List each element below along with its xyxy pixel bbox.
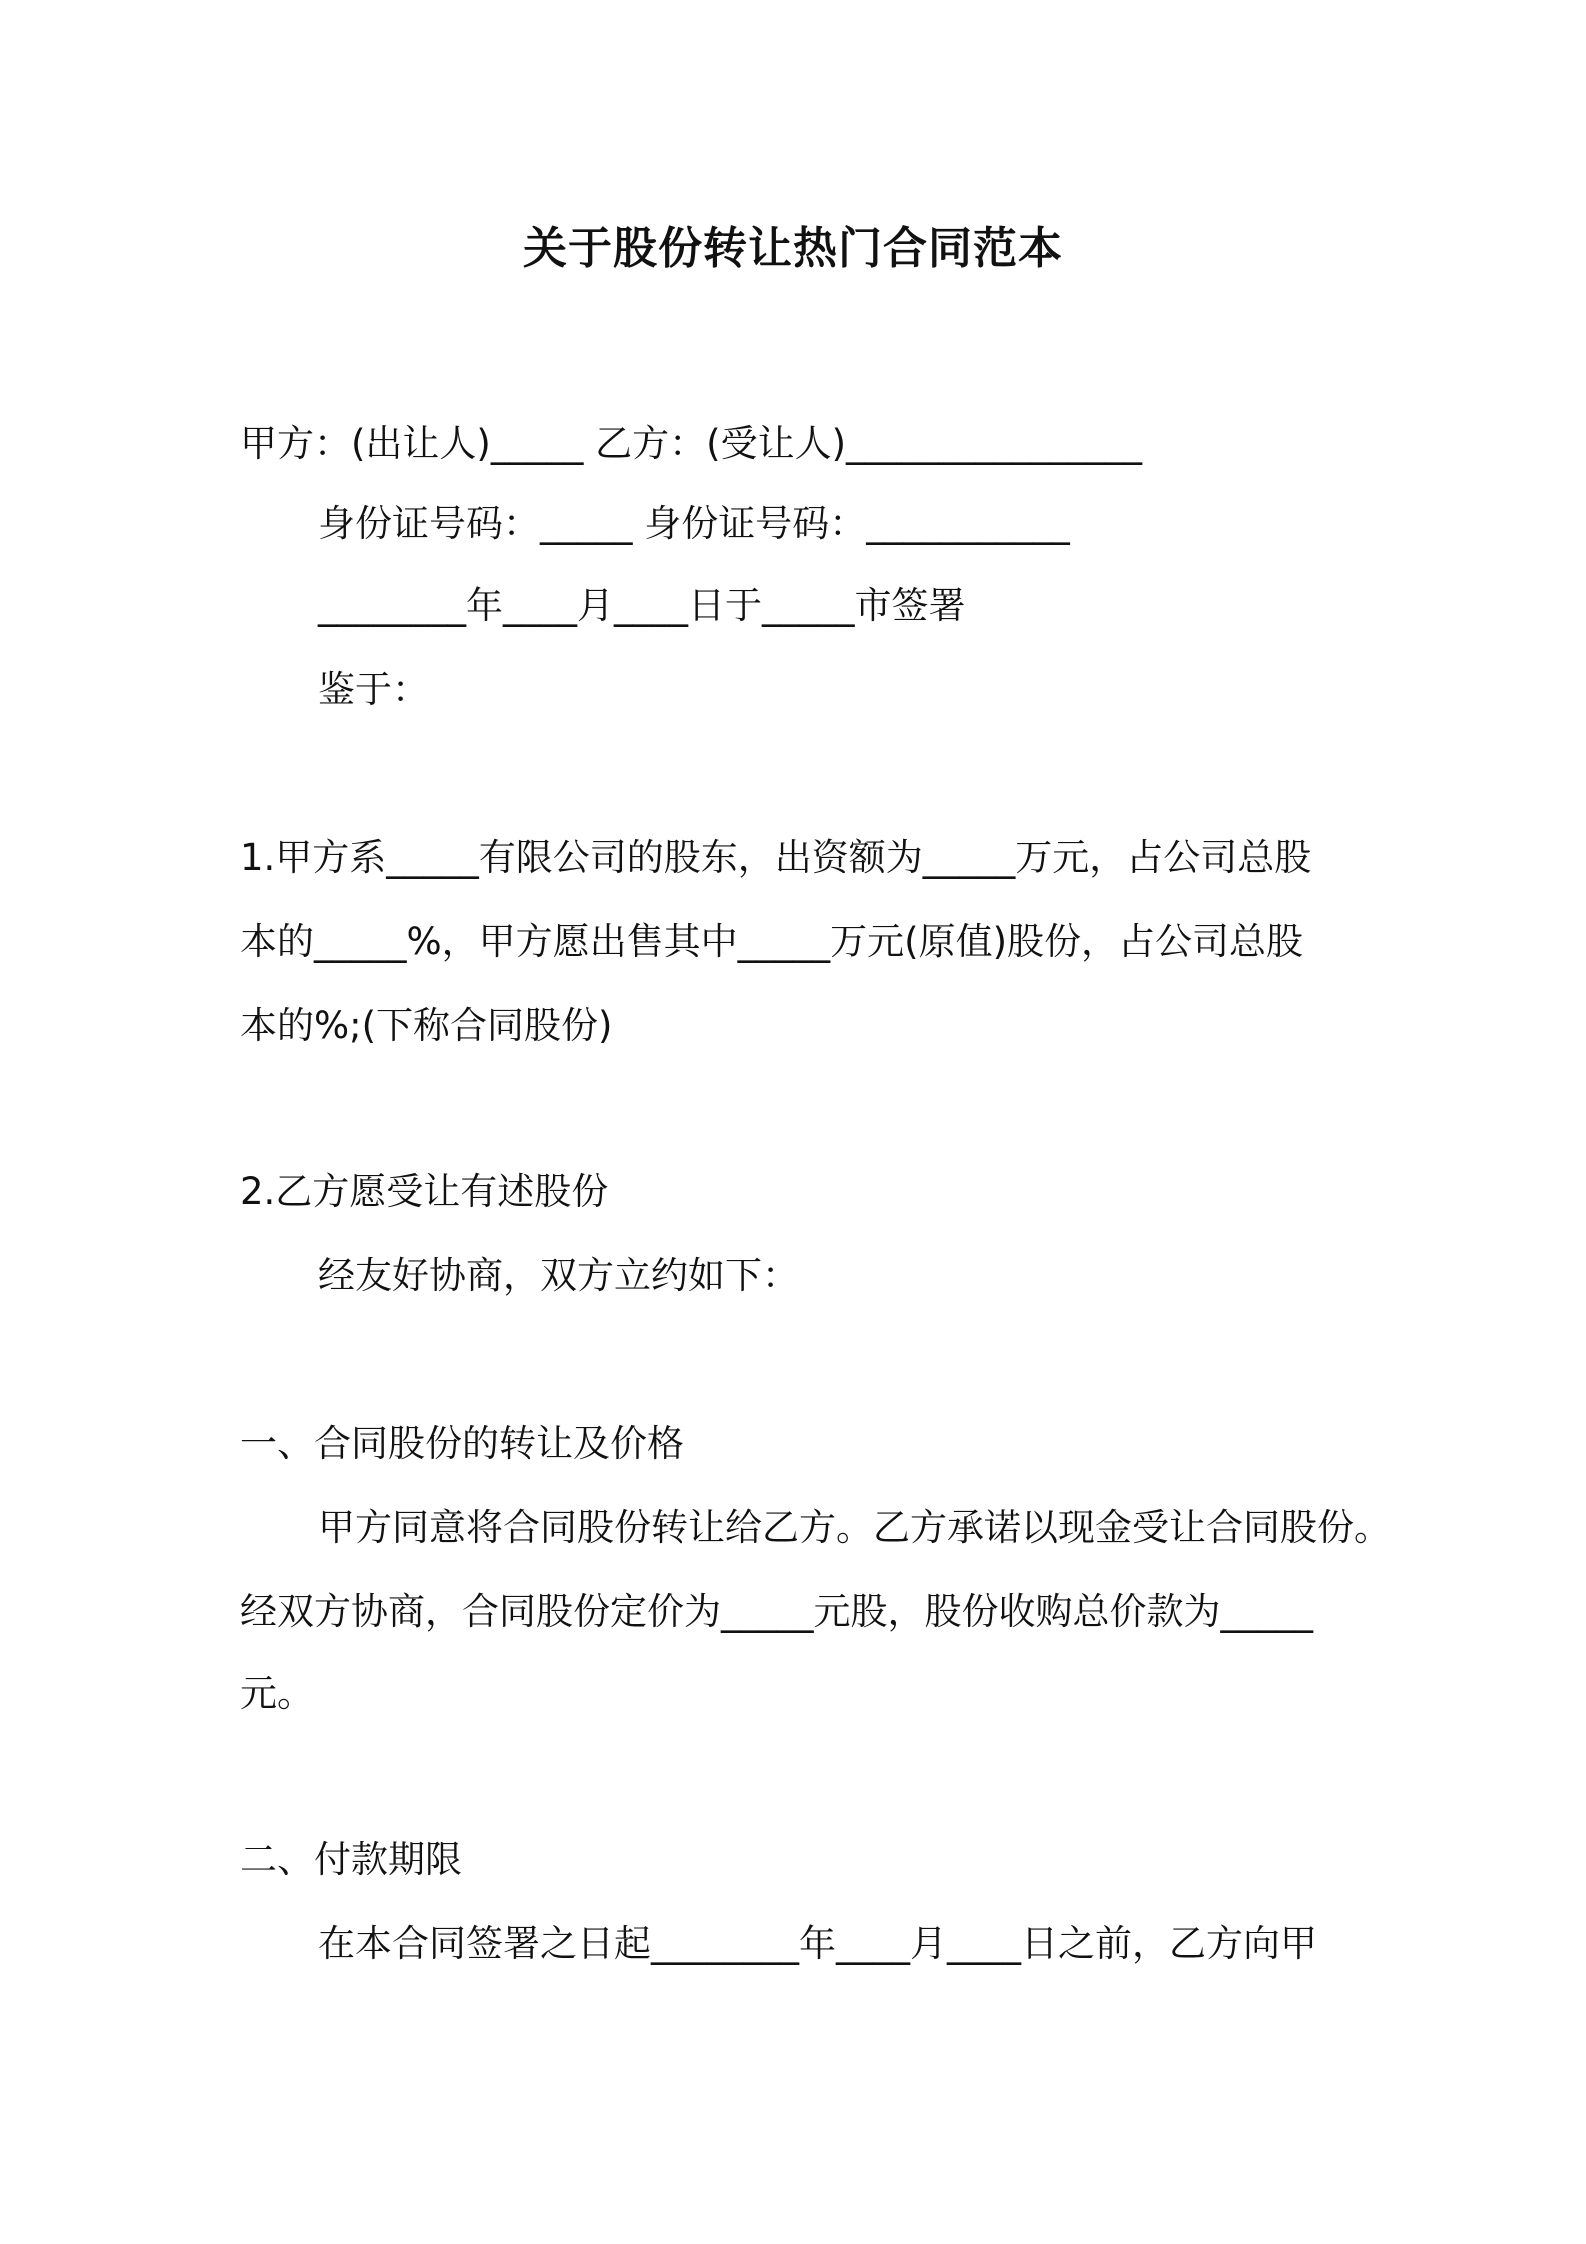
agreement-intro-line: 经友好协商，双方立约如下： bbox=[318, 1254, 799, 1297]
section-2-heading: 二、付款期限 bbox=[240, 1838, 462, 1881]
id-number-line: 身份证号码：_____ 身份证号码：___________ bbox=[318, 502, 1070, 545]
section-1-line-1: 甲方同意将合同股份转让给乙方。乙方承诺以现金受让合同股份。 bbox=[318, 1506, 1391, 1549]
section-1-heading: 一、合同股份的转让及价格 bbox=[240, 1422, 684, 1465]
section-1-line-2: 经双方协商，合同股份定价为_____元股，股份收购总价款为_____ bbox=[240, 1590, 1313, 1633]
clause-1-line-3: 本的%;(下称合同股份) bbox=[240, 1004, 613, 1047]
document-title: 关于股份转让热门合同范本 bbox=[523, 223, 1063, 274]
clause-2-line: 2.乙方愿受让有述股份 bbox=[240, 1170, 609, 1213]
clause-1-line-2: 本的_____%，甲方愿出售其中_____万元(原值)股份，占公司总股 bbox=[240, 920, 1304, 963]
section-1-line-3: 元。 bbox=[240, 1672, 314, 1715]
section-2-line-1: 在本合同签署之日起________年____月____日之前，乙方向甲 bbox=[318, 1922, 1317, 1965]
parties-line: 甲方：(出让人)_____ 乙方：(受让人)________________ bbox=[240, 422, 1143, 465]
whereas-line: 鉴于： bbox=[318, 668, 429, 711]
clause-1-line-1: 1.甲方系_____有限公司的股东，出资额为_____万元，占公司总股 bbox=[240, 836, 1312, 879]
signing-date-line: ________年____月____日于_____市签署 bbox=[318, 584, 966, 627]
